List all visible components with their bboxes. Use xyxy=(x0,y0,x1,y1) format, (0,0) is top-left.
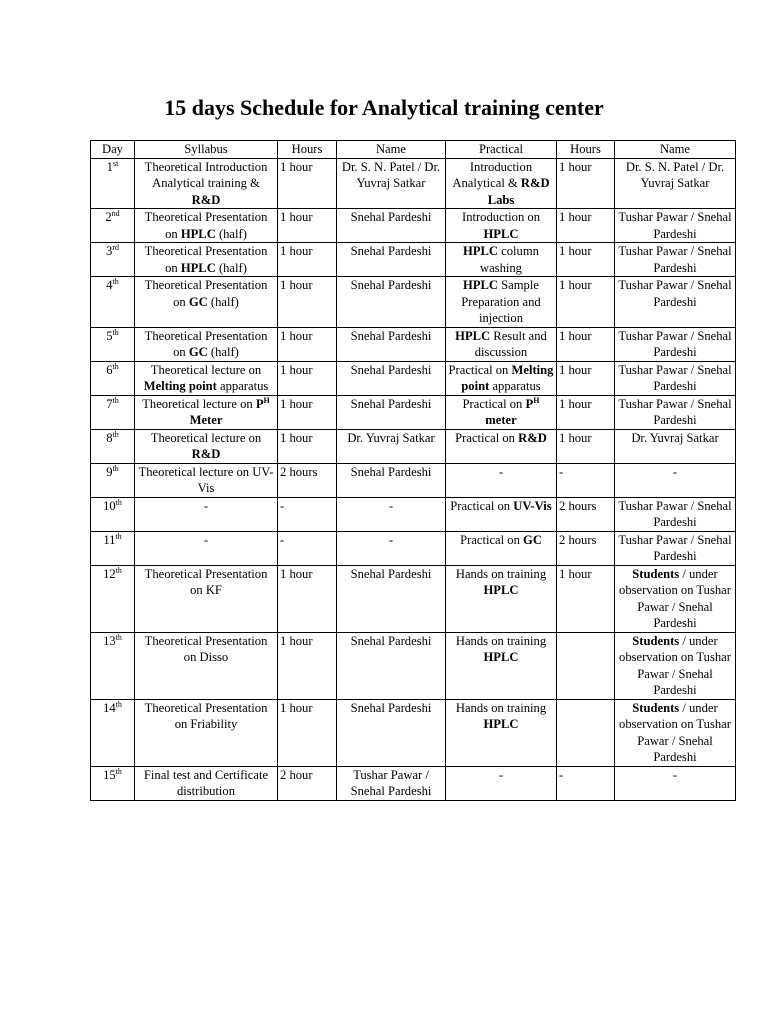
cell-practical-name: Tushar Pawar / Snehal Pardeshi xyxy=(615,395,736,429)
table-row xyxy=(91,632,736,699)
cell-name: Snehal Pardeshi xyxy=(337,699,446,766)
cell-syllabus: Theoretical Presentation on Friability xyxy=(135,699,278,766)
cell-practical-hours: 2 hours xyxy=(557,531,615,565)
cell-hours: 1 hour xyxy=(278,632,337,699)
cell-hours: - xyxy=(278,531,337,565)
cell-practical: Practical on R&D xyxy=(446,429,557,463)
cell-name: Snehal Pardeshi xyxy=(337,463,446,497)
cell-day: 4th xyxy=(91,277,135,328)
cell-practical-hours: 1 hour xyxy=(557,429,615,463)
table-row xyxy=(91,361,736,395)
cell-syllabus: Theoretical Presentation on KF xyxy=(135,565,278,632)
cell-name: Snehal Pardeshi xyxy=(337,632,446,699)
table-row xyxy=(91,209,736,243)
cell-practical-name: - xyxy=(615,463,736,497)
cell-practical-hours: 1 hour xyxy=(557,565,615,632)
cell-hours: 1 hour xyxy=(278,361,337,395)
header-syllabus: Syllabus xyxy=(135,141,278,159)
cell-practical: - xyxy=(446,766,557,800)
cell-practical-hours: 1 hour xyxy=(557,395,615,429)
cell-syllabus: Theoretical Presentation on GC (half) xyxy=(135,277,278,328)
cell-hours: - xyxy=(278,497,337,531)
cell-name: Snehal Pardeshi xyxy=(337,361,446,395)
cell-day: 9th xyxy=(91,463,135,497)
cell-practical: Hands on training HPLC xyxy=(446,632,557,699)
cell-syllabus: Theoretical lecture on R&D xyxy=(135,429,278,463)
cell-practical-name: Students / under observation on Tushar Pawar / Snehal Pardeshi xyxy=(615,632,736,699)
cell-name: Dr. S. N. Patel / Dr. Yuvraj Satkar xyxy=(337,158,446,209)
cell-syllabus: Theoretical Presentation on GC (half) xyxy=(135,327,278,361)
cell-practical-hours: 2 hours xyxy=(557,497,615,531)
cell-practical-hours: 1 hour xyxy=(557,327,615,361)
cell-name: Snehal Pardeshi xyxy=(337,565,446,632)
table-row xyxy=(91,565,736,632)
cell-name: Snehal Pardeshi xyxy=(337,277,446,328)
cell-practical-name: Tushar Pawar / Snehal Pardeshi xyxy=(615,361,736,395)
cell-practical-hours: 1 hour xyxy=(557,158,615,209)
cell-name: Snehal Pardeshi xyxy=(337,395,446,429)
cell-day: 5th xyxy=(91,327,135,361)
cell-practical-name: Students / under observation on Tushar Pawar / Snehal Pardeshi xyxy=(615,699,736,766)
cell-practical-hours: - xyxy=(557,463,615,497)
schedule-table xyxy=(90,140,736,801)
cell-name: Tushar Pawar / Snehal Pardeshi xyxy=(337,766,446,800)
cell-hours: 1 hour xyxy=(278,395,337,429)
cell-practical-name: Students / under observation on Tushar Pawar / Snehal Pardeshi xyxy=(615,565,736,632)
table-row xyxy=(91,327,736,361)
table-row xyxy=(91,243,736,277)
cell-day: 2nd xyxy=(91,209,135,243)
cell-hours: 1 hour xyxy=(278,243,337,277)
cell-practical-hours: 1 hour xyxy=(557,277,615,328)
cell-hours: 1 hour xyxy=(278,429,337,463)
cell-practical: Practical on $P^H$ meter xyxy=(446,395,557,429)
cell-practical: - xyxy=(446,463,557,497)
cell-day: 6th xyxy=(91,361,135,395)
header-name: Name xyxy=(337,141,446,159)
cell-name: Snehal Pardeshi xyxy=(337,327,446,361)
cell-practical: Introduction on HPLC xyxy=(446,209,557,243)
cell-practical-name: Tushar Pawar / Snehal Pardeshi xyxy=(615,209,736,243)
cell-practical-name: Tushar Pawar / Snehal Pardeshi xyxy=(615,327,736,361)
table-row xyxy=(91,531,736,565)
cell-hours: 1 hour xyxy=(278,277,337,328)
cell-practical: Practical on Melting point apparatus xyxy=(446,361,557,395)
table-row xyxy=(91,158,736,209)
cell-practical-name: Tushar Pawar / Snehal Pardeshi xyxy=(615,243,736,277)
cell-day: 13th xyxy=(91,632,135,699)
cell-name: Dr. Yuvraj Satkar xyxy=(337,429,446,463)
cell-practical: HPLC Result and discussion xyxy=(446,327,557,361)
table-row xyxy=(91,699,736,766)
cell-day: 11th xyxy=(91,531,135,565)
cell-practical: HPLC Sample Preparation and injection xyxy=(446,277,557,328)
cell-hours: 1 hour xyxy=(278,699,337,766)
cell-hours: 1 hour xyxy=(278,565,337,632)
cell-practical-hours xyxy=(557,699,615,766)
cell-day: 15th xyxy=(91,766,135,800)
cell-practical-hours: 1 hour xyxy=(557,243,615,277)
cell-practical-name: Tushar Pawar / Snehal Pardeshi xyxy=(615,497,736,531)
cell-syllabus: Theoretical Presentation on HPLC (half) xyxy=(135,209,278,243)
cell-syllabus: - xyxy=(135,497,278,531)
cell-hours: 1 hour xyxy=(278,327,337,361)
cell-syllabus: Theoretical Introduction Analytical training & R&D xyxy=(135,158,278,209)
table-row xyxy=(91,429,736,463)
cell-practical-name: Tushar Pawar / Snehal Pardeshi xyxy=(615,531,736,565)
header-day: Day xyxy=(91,141,135,159)
cell-practical-hours xyxy=(557,632,615,699)
cell-hours: 2 hours xyxy=(278,463,337,497)
table-row xyxy=(91,463,736,497)
cell-syllabus: Theoretical lecture on $P^H$ Meter xyxy=(135,395,278,429)
table-row xyxy=(91,497,736,531)
cell-hours: 1 hour xyxy=(278,209,337,243)
table-row xyxy=(91,766,736,800)
header-hours: Hours xyxy=(278,141,337,159)
cell-syllabus: Theoretical lecture on UV-Vis xyxy=(135,463,278,497)
table-row xyxy=(91,277,736,328)
cell-practical: Hands on training HPLC xyxy=(446,699,557,766)
page-title: 15 days Schedule for Analytical training center xyxy=(164,95,604,120)
cell-syllabus: Final test and Certificate distribution xyxy=(135,766,278,800)
cell-syllabus: Theoretical lecture on Melting point apparatus xyxy=(135,361,278,395)
table-row xyxy=(91,395,736,429)
cell-name: Snehal Pardeshi xyxy=(337,209,446,243)
cell-practical-hours: 1 hour xyxy=(557,361,615,395)
cell-practical-hours: 1 hour xyxy=(557,209,615,243)
cell-practical: Practical on UV-Vis xyxy=(446,497,557,531)
cell-hours: 1 hour xyxy=(278,158,337,209)
header-practical-name: Name xyxy=(615,141,736,159)
cell-day: 7th xyxy=(91,395,135,429)
cell-practical-hours: - xyxy=(557,766,615,800)
cell-day: 3rd xyxy=(91,243,135,277)
cell-practical-name: - xyxy=(615,766,736,800)
cell-practical: Practical on GC xyxy=(446,531,557,565)
cell-name: Snehal Pardeshi xyxy=(337,243,446,277)
cell-day: 10th xyxy=(91,497,135,531)
cell-name: - xyxy=(337,531,446,565)
cell-name: - xyxy=(337,497,446,531)
cell-syllabus: Theoretical Presentation on HPLC (half) xyxy=(135,243,278,277)
cell-practical: Introduction Analytical & R&D Labs xyxy=(446,158,557,209)
cell-practical: HPLC column washing xyxy=(446,243,557,277)
cell-syllabus: - xyxy=(135,531,278,565)
cell-day: 12th xyxy=(91,565,135,632)
cell-practical-name: Tushar Pawar / Snehal Pardeshi xyxy=(615,277,736,328)
cell-practical-name: Dr. Yuvraj Satkar xyxy=(615,429,736,463)
header-row xyxy=(91,141,736,159)
cell-day: 1st xyxy=(91,158,135,209)
cell-day: 14th xyxy=(91,699,135,766)
cell-hours: 2 hour xyxy=(278,766,337,800)
cell-practical-name: Dr. S. N. Patel / Dr. Yuvraj Satkar xyxy=(615,158,736,209)
header-practical: Practical xyxy=(446,141,557,159)
cell-practical: Hands on training HPLC xyxy=(446,565,557,632)
cell-syllabus: Theoretical Presentation on Disso xyxy=(135,632,278,699)
header-practical-hours: Hours xyxy=(557,141,615,159)
cell-day: 8th xyxy=(91,429,135,463)
